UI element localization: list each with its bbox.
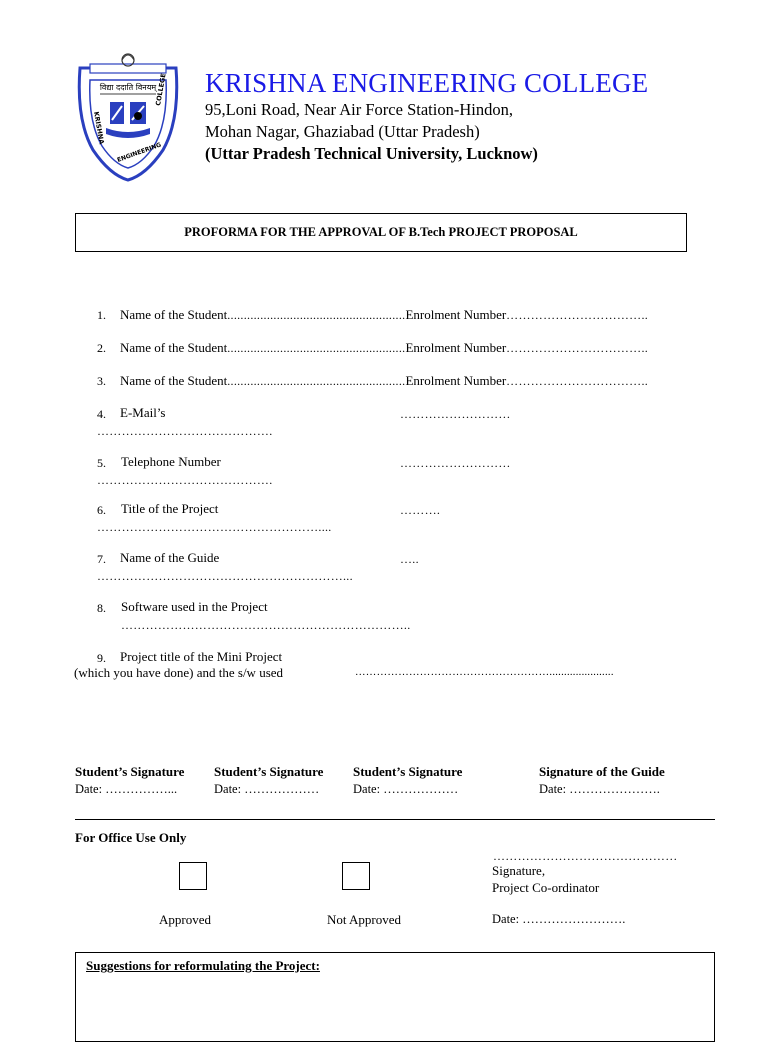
not-approved-checkbox[interactable] bbox=[342, 862, 370, 890]
office-use-heading: For Office Use Only bbox=[75, 830, 187, 845]
student-2-enrol-field[interactable]: …………………………….. bbox=[506, 341, 649, 355]
email-field-below[interactable]: ……………………………………. bbox=[97, 424, 273, 438]
telephone-label: Telephone Number bbox=[121, 454, 221, 469]
address-line-3: (Uttar Pradesh Technical University, Lucknow) bbox=[205, 144, 538, 163]
mini-project-number: 9. bbox=[97, 651, 106, 665]
student-3-signature-date[interactable]: Date: ……………… bbox=[353, 782, 459, 796]
telephone-number: 5. bbox=[97, 456, 106, 470]
project-title-number: 6. bbox=[97, 503, 106, 517]
logo-motto: विद्या ददाति विनयम् bbox=[99, 83, 157, 92]
mini-project-label-2: (which you have done) and the s/w used bbox=[74, 665, 284, 680]
suggestions-heading: Suggestions for reformulating the Project: bbox=[86, 958, 320, 973]
form-title: PROFORMA FOR THE APPROVAL OF B.Tech PROJECT PROPOSAL bbox=[184, 225, 578, 239]
student-2-number: 2. bbox=[97, 341, 106, 355]
project-title-field-right[interactable]: ………. bbox=[400, 503, 441, 517]
mini-project-label: Project title of the Mini Project bbox=[120, 649, 283, 664]
student-3-enrol-field[interactable]: …………………………….. bbox=[506, 374, 649, 388]
guide-signature-label: Signature of the Guide bbox=[539, 764, 665, 779]
student-1-number: 1. bbox=[97, 308, 106, 322]
student-1-signature-date[interactable]: Date: ……………... bbox=[75, 782, 178, 796]
project-title-label: Title of the Project bbox=[121, 501, 219, 516]
guide-field-right[interactable]: ….. bbox=[400, 552, 419, 566]
coordinator-title: Project Co-ordinator bbox=[492, 880, 600, 895]
coordinator-signature-label: Signature, bbox=[492, 863, 546, 878]
guide-field-below[interactable]: ……………………………………………………... bbox=[97, 569, 353, 583]
address-line-2: Mohan Nagar, Ghaziabad (Uttar Pradesh) bbox=[205, 122, 480, 141]
form-title-box bbox=[75, 213, 687, 252]
student-3-label: Name of the Student......................................................Enrolment Number…………………………….. bbox=[120, 373, 649, 388]
telephone-field-right[interactable]: ……………………… bbox=[400, 456, 511, 470]
telephone-field-below[interactable]: ……………………………………. bbox=[97, 473, 273, 487]
divider-line bbox=[75, 819, 715, 820]
svg-text:ENGINEERING: ENGINEERING bbox=[116, 141, 163, 164]
svg-text:KRISHNA: KRISHNA bbox=[92, 110, 106, 145]
approved-label: Approved bbox=[159, 912, 211, 927]
software-field[interactable]: …………………………………………………………….. bbox=[121, 618, 411, 632]
coordinator-date[interactable]: Date: ……………………. bbox=[492, 912, 626, 926]
email-label: E-Mail’s bbox=[120, 405, 166, 420]
mini-project-field[interactable]: ………………………………………………...................... bbox=[355, 667, 614, 678]
guide-label: Name of the Guide bbox=[120, 550, 220, 565]
software-number: 8. bbox=[97, 601, 106, 615]
college-name: KRISHNA ENGINEERING COLLEGE bbox=[205, 68, 649, 98]
svg-text:COLLEGE: COLLEGE bbox=[154, 72, 168, 107]
student-2-signature-label: Student’s Signature bbox=[214, 764, 324, 779]
college-logo bbox=[68, 50, 188, 185]
student-2-signature-date[interactable]: Date: ……………… bbox=[214, 782, 320, 796]
guide-signature-date[interactable]: Date: …………………. bbox=[539, 782, 660, 796]
project-title-field-below[interactable]: ……………………………………………….... bbox=[97, 520, 332, 534]
student-3-enrol-label: Enrolment Number bbox=[405, 373, 507, 388]
student-1-label: Name of the Student......................................................Enrolment Number…………………………….. bbox=[120, 307, 649, 322]
coordinator-signature-field[interactable]: ……………………………………… bbox=[493, 849, 678, 863]
student-3-signature-label: Student’s Signature bbox=[353, 764, 463, 779]
student-2-enrol-label: Enrolment Number bbox=[405, 340, 507, 355]
not-approved-label: Not Approved bbox=[327, 912, 402, 927]
email-field-right[interactable]: ……………………… bbox=[400, 407, 511, 421]
software-label: Software used in the Project bbox=[121, 599, 268, 614]
approved-checkbox[interactable] bbox=[179, 862, 207, 890]
email-number: 4. bbox=[97, 407, 106, 421]
student-1-name-field[interactable]: ...................................................... bbox=[227, 308, 406, 322]
address-line-1: 95,Loni Road, Near Air Force Station-Hindon, bbox=[205, 100, 513, 119]
student-1-enrol-label: Enrolment Number bbox=[405, 307, 507, 322]
student-3-name-field[interactable]: ...................................................... bbox=[227, 374, 406, 388]
student-2-name-field[interactable]: ...................................................... bbox=[227, 341, 406, 355]
guide-number: 7. bbox=[97, 552, 106, 566]
student-1-enrol-field[interactable]: …………………………….. bbox=[506, 308, 649, 322]
student-1-signature-label: Student’s Signature bbox=[75, 764, 185, 779]
student-2-label: Name of the Student......................................................Enrolment Number…………………………….. bbox=[120, 340, 649, 355]
student-3-number: 3. bbox=[97, 374, 106, 388]
